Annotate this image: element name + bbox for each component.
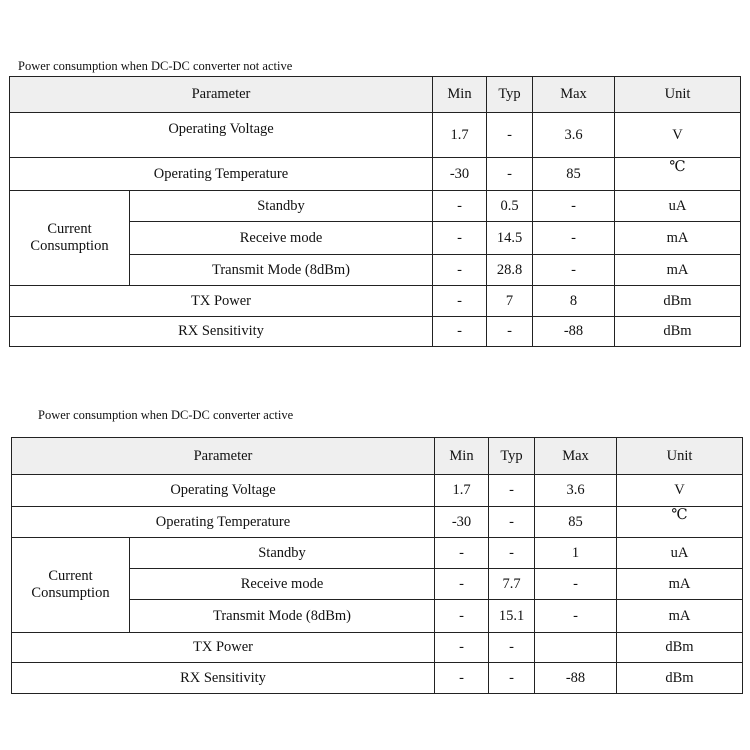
unit-cell: dBm	[615, 286, 741, 317]
unit-cell: dBm	[615, 317, 741, 347]
min-cell: -	[433, 222, 487, 255]
typ-cell: 14.5	[487, 222, 533, 255]
group-label: Current Consumption	[31, 568, 110, 601]
header-min: Min	[435, 438, 489, 475]
typ-cell: 28.8	[487, 255, 533, 286]
table-row	[10, 286, 741, 317]
typ-cell: 7.7	[489, 569, 535, 600]
unit-cell: mA	[615, 222, 741, 255]
table-row	[10, 191, 741, 222]
table-row	[12, 538, 743, 569]
param-cell: RX Sensitivity	[12, 663, 435, 694]
typ-cell: -	[489, 475, 535, 507]
max-cell: 85	[533, 158, 615, 191]
header-parameter: Parameter	[12, 438, 435, 475]
param-cell: Operating Temperature	[12, 507, 435, 538]
header-typ: Typ	[489, 438, 535, 475]
table-header-row	[12, 438, 743, 475]
min-cell: -	[435, 600, 489, 633]
max-cell: -	[535, 569, 617, 600]
max-cell: 1	[535, 538, 617, 569]
typ-cell: -	[489, 633, 535, 663]
param-cell: Receive mode	[130, 222, 433, 255]
min-cell: -	[433, 286, 487, 317]
table-row	[10, 317, 741, 347]
header-typ: Typ	[487, 77, 533, 113]
header-max: Max	[535, 438, 617, 475]
unit-cell	[615, 158, 741, 191]
max-cell: -	[533, 222, 615, 255]
unit-cell	[617, 507, 743, 538]
max-cell: -88	[533, 317, 615, 347]
celsius-unit: ℃	[669, 158, 686, 175]
param-cell: Transmit Mode (8dBm)	[130, 255, 433, 286]
param-cell: Transmit Mode (8dBm)	[130, 600, 435, 633]
table-row	[12, 475, 743, 507]
min-cell: -	[435, 633, 489, 663]
unit-cell: V	[617, 475, 743, 507]
unit-cell: uA	[615, 191, 741, 222]
table-row	[12, 507, 743, 538]
table-1-caption: Power consumption when DC-DC converter not active	[18, 59, 293, 73]
min-cell: -	[433, 191, 487, 222]
max-cell: 85	[535, 507, 617, 538]
max-cell	[535, 633, 617, 663]
min-cell: -	[435, 538, 489, 569]
table-row	[12, 633, 743, 663]
max-cell: 8	[533, 286, 615, 317]
power-table-dcdc-inactive	[9, 76, 741, 347]
unit-cell: mA	[617, 600, 743, 633]
typ-cell: -	[489, 507, 535, 538]
min-cell: -	[433, 317, 487, 347]
table-row	[10, 113, 741, 158]
typ-cell: 15.1	[489, 600, 535, 633]
typ-cell: -	[487, 158, 533, 191]
max-cell: -	[535, 600, 617, 633]
typ-cell: -	[487, 113, 533, 158]
header-unit: Unit	[617, 438, 743, 475]
celsius-unit: ℃	[671, 506, 688, 523]
min-cell: 1.7	[433, 113, 487, 158]
power-table-dcdc-active	[11, 437, 743, 694]
param-cell: TX Power	[12, 633, 435, 663]
table-row	[12, 663, 743, 694]
min-cell: -	[435, 663, 489, 694]
param-cell: RX Sensitivity	[10, 317, 433, 347]
min-cell: -	[433, 255, 487, 286]
table-row	[10, 158, 741, 191]
max-cell: 3.6	[535, 475, 617, 507]
header-unit: Unit	[615, 77, 741, 113]
param-cell: Standby	[130, 191, 433, 222]
min-cell: -30	[435, 507, 489, 538]
unit-cell: V	[615, 113, 741, 158]
param-cell: TX Power	[10, 286, 433, 317]
param-cell: Operating Temperature	[10, 158, 433, 191]
table-2-caption: Power consumption when DC-DC converter active	[38, 408, 294, 422]
typ-cell: -	[489, 663, 535, 694]
header-max: Max	[533, 77, 615, 113]
typ-cell: -	[487, 317, 533, 347]
header-min: Min	[433, 77, 487, 113]
table-header-row	[10, 77, 741, 113]
min-cell: -30	[433, 158, 487, 191]
max-cell: -88	[535, 663, 617, 694]
unit-cell: dBm	[617, 663, 743, 694]
unit-cell: mA	[617, 569, 743, 600]
group-cell	[12, 538, 130, 633]
min-cell: -	[435, 569, 489, 600]
max-cell: 3.6	[533, 113, 615, 158]
unit-cell: uA	[617, 538, 743, 569]
typ-cell: 0.5	[487, 191, 533, 222]
max-cell: -	[533, 255, 615, 286]
unit-cell: dBm	[617, 633, 743, 663]
typ-cell: 7	[487, 286, 533, 317]
header-parameter: Parameter	[10, 77, 433, 113]
param-cell: Standby	[130, 538, 435, 569]
min-cell: 1.7	[435, 475, 489, 507]
group-cell	[10, 191, 130, 286]
param-cell: Receive mode	[130, 569, 435, 600]
param-cell: Operating Voltage	[12, 475, 435, 507]
unit-cell: mA	[615, 255, 741, 286]
max-cell: -	[533, 191, 615, 222]
typ-cell: -	[489, 538, 535, 569]
param-cell: Operating Voltage	[10, 113, 433, 158]
group-label: Current Consumption	[30, 221, 109, 254]
